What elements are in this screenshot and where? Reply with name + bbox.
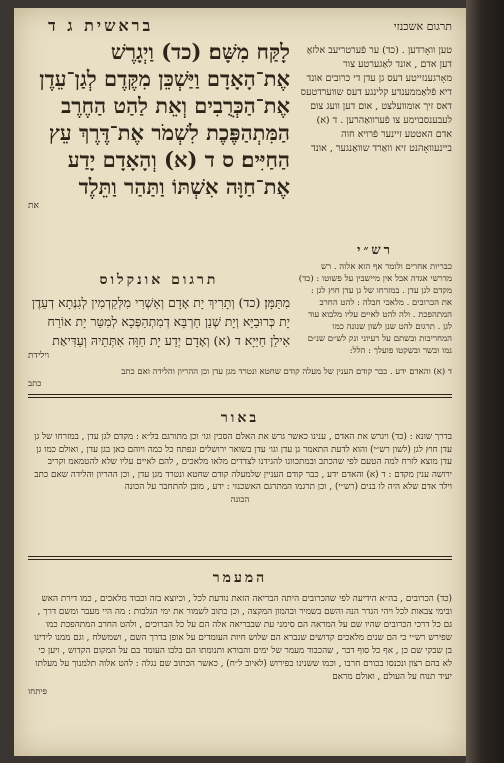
verse-hebrew-text: לָקַּח מִשָּׁם׃ (כד) וַיְגָרֶשׁ אֶת־הָאָדָם וַיַּשְׁכֵּן מִקֶּדֶם לְגַן־עֵדֶן אֶת־הַכְּרֻבִים וְאֵת לַהַט הַחֶרֶב הַמִּתְהַפֶּכֶת לִשְׁמֹר אֶת־דֶּרֶךְ עֵץ הַחַיִּים׃ ס ד (א) וְהָאָדָם יָדַע אֶת־חַוָּה אִשְׁתּוֹ וַתַּהַר וַתֵּלֶד	[39, 39, 290, 199]
biur-section	[28, 410, 452, 505]
targum-ashkenazi-text: טען וואָרדען . (כד) ער פֿערטריעב אלזאָ דען אדם , אונד לאַגערטע צור מאָרגענזייטע דעס גן עדן די כרובים אונד דיא פֿלאַממענדע קלינגע דעס שווערדטעס דאס זיך אומוועלצט , אום דען וועג צום לעבענסבוימע צו פֿערוואַהרען . ד (א) אדם האטטע זיינער פֿרויא חוה ביינעוואָהנט זיא וואַרד שוואַנגער , אונד	[300, 45, 452, 154]
rashi-title: רש״י	[357, 243, 393, 258]
onkelos-title: תרגום אונקלוס	[99, 272, 219, 288]
book-page	[14, 8, 466, 756]
rashi-text: כבריות אחרים ולומר אף הוא אלוה . רש מדרשי אגדה אבל אין מיישבין על פשוטו : (כד) מקדם לגן עדן . במזרחו של גן עדן חוץ לגן : את הכרובים . מלאכי חבלה : להט החרב המתהפכת . ולה להט לאיים עליו מלבוא עוד לגן . תרגום להט שנן לשון שנונה כמו המחריבות ובשתם על רעיוני ונק לש״ם שנ״ם נמו ובשר ובשקטו פועלך : הלל:	[298, 262, 452, 356]
verse-catch-word: את	[28, 201, 39, 211]
biur-text: בדרך שונא : (כד) ויגרש את האדם , ענינו כאשר גרש את האלם הסכין וגו׳ וכן מתורגם בל״א : מקדם לגן עדן , במזרחו של גן עדן חוץ לגן (לשון רש״י) והוא לדעת התאמר גן עדן וגו׳ עדן בשואר ירושלים ונפתח כל כמה ויוהם כאן בגן עדן , ואולם כמו גן עדן מוצא לזרח למה הטעם לפי שהכתב ובמתכוונו להגידנו לצדדים מלאו מלאכים , להם לאיים עליו שלא להטמאמ וקריב ירושה ענין מקדם : ד (א) והאדם ידע , כבר קודם העניין שלמעלה קודם שחטא ונטרד מגן עדן , וכן ההריון והלידה שאם כתב וילד אדם שלא היה לו בנים (רש״י) , וכן תרגמו המתרגם האשכנזי : ידע , מובן להתחבר על הכונה	[34, 432, 452, 492]
divider-bottom	[28, 556, 452, 557]
onkelos-text: מִתַּמָּן׃ (כד) וְתָרִיךְ יָת אָדָם וְאַשְׁרִי מִלְּקַדְמִין לְגִנְּתָא דְעֵדֶן יָת כְּרוּבַיָּא וְיָת שְׁנַן חַרְבָּא דְמִתְהַפְּכָא לְמִטַּר יָת אוֹרַח אִילַן חַיַּיָא׃ ד (א) וְאָדָם יְדַע יָת חַוָּה אִתְּתֵיהּ וְעַדִּיאַת	[31, 295, 290, 348]
rashi-section	[298, 242, 452, 357]
onkelos-section	[28, 272, 290, 361]
note-line	[28, 366, 452, 390]
page-header	[28, 14, 452, 38]
meamar-section	[28, 570, 452, 697]
onkelos-catch-word: וילידת	[28, 351, 50, 361]
meamar-title: המעמר	[212, 570, 268, 586]
targum-column-title: תרגום אשכנזי	[393, 20, 452, 33]
targum-ashkenazi-column	[298, 38, 452, 156]
book-spine	[466, 0, 504, 763]
biur-title: באור	[220, 410, 260, 426]
torah-text-column	[28, 38, 290, 211]
divider-top-thin	[28, 397, 452, 398]
note-line-text: ד (א) והאדם ידע . כבר קודם הענין של מעלה קודם שחטא ונטרד מגן עדן וכן ההריון והלידה ואם כתב	[121, 367, 452, 377]
book-chapter-title: בראשית ג ד	[48, 16, 154, 35]
note-catch-word: כתב	[28, 379, 42, 389]
biur-catch-word: הכונה	[230, 494, 250, 505]
divider-bottom-thin	[28, 559, 452, 560]
meamar-catch-word: פיתחו	[28, 687, 48, 697]
divider-top	[28, 394, 452, 395]
meamar-text: (כד) הכרובים , בה״א הידיעה לפי שהכרובים היתה הבריאה הזאת נודעת לכל , וכיוצא בזה וכבוד מלאכים , כמו דירת האש ובימי צבאות לכל ויהי הגדר הנה והשם בשמיר ובהמון המקצה , וכן כתוב לשמור את ימי הגלבות : מה היי מעבר ומשם דרך , גם כל דרכי הכרובים שהיו שם על המראה הם סימני עת שבבריאה אלה הם על כל הברוכים , ולהט החרב המתהפכת כמו שפירש רש״י כי הם שנים מלאכים קדושים שנברא הם שלוש חיות העומדים על אופן בדרך השם , ושמשלח , וגם ממנו לידינו בן שבקי שם כן , אף כל סוף דבר , שהכבוד מעמר של ימים והבורא ותנומתו הם בלבו העומד בם על המקום הקדוש , ויען כי לא בהם רצון ונכנסו בכורם חרבו , וכמו ששנינו בפירוש (לאיוב ל״ח) , כאשר הכתוב שם נגלה : להט אלוה תלמנוך על מעלתו יעיד תנוח על העולם , ואולם מראם	[34, 594, 452, 682]
